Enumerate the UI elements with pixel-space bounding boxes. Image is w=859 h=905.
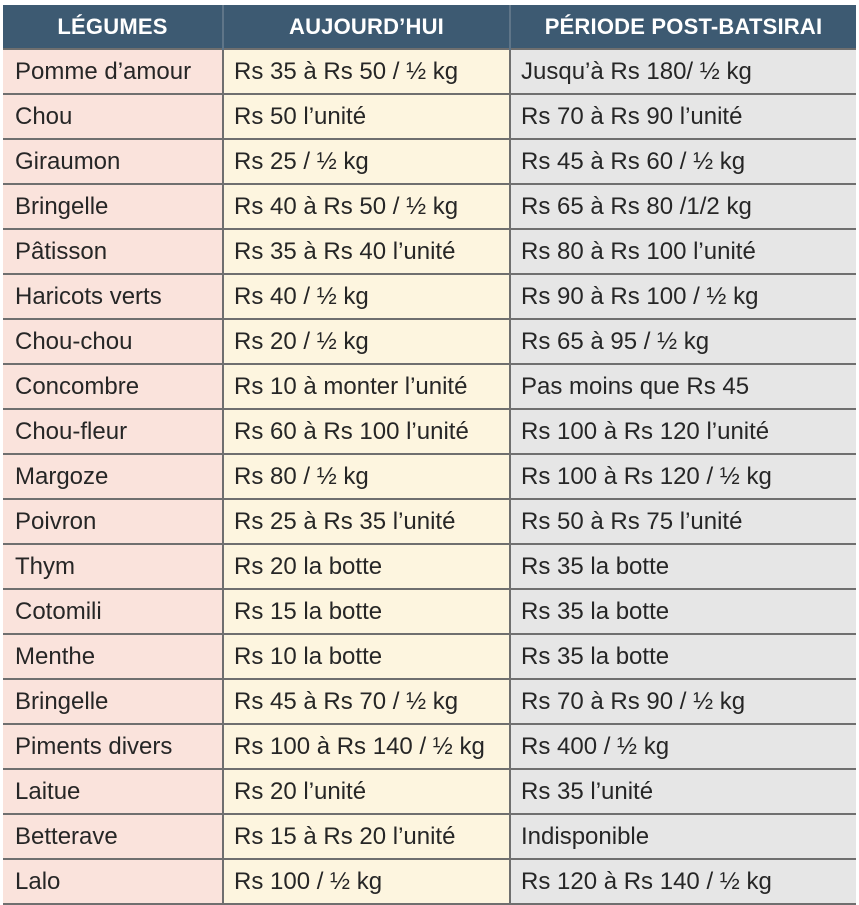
today-price-cell: Rs 40 / ½ kg (223, 274, 510, 319)
vegetable-cell: Giraumon (3, 139, 223, 184)
today-price-cell: Rs 10 la botte (223, 634, 510, 679)
vegetable-cell: Haricots verts (3, 274, 223, 319)
post-batsirai-price-cell: Rs 50 à Rs 75 l’unité (510, 499, 856, 544)
post-batsirai-price-cell: Rs 100 à Rs 120 l’unité (510, 409, 856, 454)
today-price-cell: Rs 15 la botte (223, 589, 510, 634)
table-row (3, 814, 856, 859)
table-row (3, 859, 856, 904)
post-batsirai-price-cell: Rs 35 l’unité (510, 769, 856, 814)
table-row (3, 499, 856, 544)
post-batsirai-price-cell: Rs 65 à 95 / ½ kg (510, 319, 856, 364)
table-row (3, 94, 856, 139)
table-row (3, 184, 856, 229)
post-batsirai-price-cell: Rs 90 à Rs 100 / ½ kg (510, 274, 856, 319)
today-price-cell: Rs 80 / ½ kg (223, 454, 510, 499)
table-row (3, 544, 856, 589)
post-batsirai-price-cell: Rs 35 la botte (510, 589, 856, 634)
today-price-cell: Rs 10 à monter l’unité (223, 364, 510, 409)
vegetable-cell: Chou-chou (3, 319, 223, 364)
vegetable-cell: Poivron (3, 499, 223, 544)
today-price-cell: Rs 60 à Rs 100 l’unité (223, 409, 510, 454)
vegetable-cell: Bringelle (3, 184, 223, 229)
today-price-cell: Rs 35 à Rs 50 / ½ kg (223, 49, 510, 94)
vegetable-cell: Concombre (3, 364, 223, 409)
table-row (3, 724, 856, 769)
header-post-batsirai: PÉRIODE POST-BATSIRAI (510, 5, 856, 49)
today-price-cell: Rs 20 l’unité (223, 769, 510, 814)
post-batsirai-price-cell: Jusqu’à Rs 180/ ½ kg (510, 49, 856, 94)
vegetable-cell: Piments divers (3, 724, 223, 769)
vegetable-cell: Betterave (3, 814, 223, 859)
table-row (3, 409, 856, 454)
post-batsirai-price-cell: Rs 120 à Rs 140 / ½ kg (510, 859, 856, 904)
post-batsirai-price-cell: Rs 65 à Rs 80 /1/2 kg (510, 184, 856, 229)
table-row (3, 364, 856, 409)
today-price-cell: Rs 20 / ½ kg (223, 319, 510, 364)
today-price-cell: Rs 50 l’unité (223, 94, 510, 139)
vegetable-cell: Cotomili (3, 589, 223, 634)
table-row (3, 229, 856, 274)
table-row (3, 319, 856, 364)
header-vegetables: LÉGUMES (3, 5, 223, 49)
vegetable-cell: Laitue (3, 769, 223, 814)
header-today: AUJOURD’HUI (223, 5, 510, 49)
table-row (3, 634, 856, 679)
post-batsirai-price-cell: Rs 100 à Rs 120 / ½ kg (510, 454, 856, 499)
today-price-cell: Rs 25 / ½ kg (223, 139, 510, 184)
post-batsirai-price-cell: Rs 70 à Rs 90 / ½ kg (510, 679, 856, 724)
vegetable-cell: Pomme d’amour (3, 49, 223, 94)
vegetable-cell: Chou-fleur (3, 409, 223, 454)
table-row (3, 139, 856, 184)
vegetable-cell: Bringelle (3, 679, 223, 724)
table-row (3, 679, 856, 724)
post-batsirai-price-cell: Rs 400 / ½ kg (510, 724, 856, 769)
today-price-cell: Rs 40 à Rs 50 / ½ kg (223, 184, 510, 229)
vegetable-cell: Menthe (3, 634, 223, 679)
today-price-cell: Rs 100 à Rs 140 / ½ kg (223, 724, 510, 769)
post-batsirai-price-cell: Rs 35 la botte (510, 544, 856, 589)
post-batsirai-price-cell: Rs 80 à Rs 100 l’unité (510, 229, 856, 274)
post-batsirai-price-cell: Indisponible (510, 814, 856, 859)
today-price-cell: Rs 15 à Rs 20 l’unité (223, 814, 510, 859)
post-batsirai-price-cell: Pas moins que Rs 45 (510, 364, 856, 409)
today-price-cell: Rs 20 la botte (223, 544, 510, 589)
vegetable-cell: Chou (3, 94, 223, 139)
vegetable-cell: Thym (3, 544, 223, 589)
table-row (3, 589, 856, 634)
today-price-cell: Rs 100 / ½ kg (223, 859, 510, 904)
today-price-cell: Rs 45 à Rs 70 / ½ kg (223, 679, 510, 724)
vegetable-cell: Margoze (3, 454, 223, 499)
vegetable-price-table (3, 5, 856, 905)
vegetable-cell: Lalo (3, 859, 223, 904)
post-batsirai-price-cell: Rs 70 à Rs 90 l’unité (510, 94, 856, 139)
table-body (3, 49, 856, 904)
vegetable-cell: Pâtisson (3, 229, 223, 274)
today-price-cell: Rs 35 à Rs 40 l’unité (223, 229, 510, 274)
table-header-row (3, 5, 856, 49)
post-batsirai-price-cell: Rs 45 à Rs 60 / ½ kg (510, 139, 856, 184)
table-row (3, 769, 856, 814)
table-row (3, 49, 856, 94)
today-price-cell: Rs 25 à Rs 35 l’unité (223, 499, 510, 544)
post-batsirai-price-cell: Rs 35 la botte (510, 634, 856, 679)
table-row (3, 274, 856, 319)
table-row (3, 454, 856, 499)
